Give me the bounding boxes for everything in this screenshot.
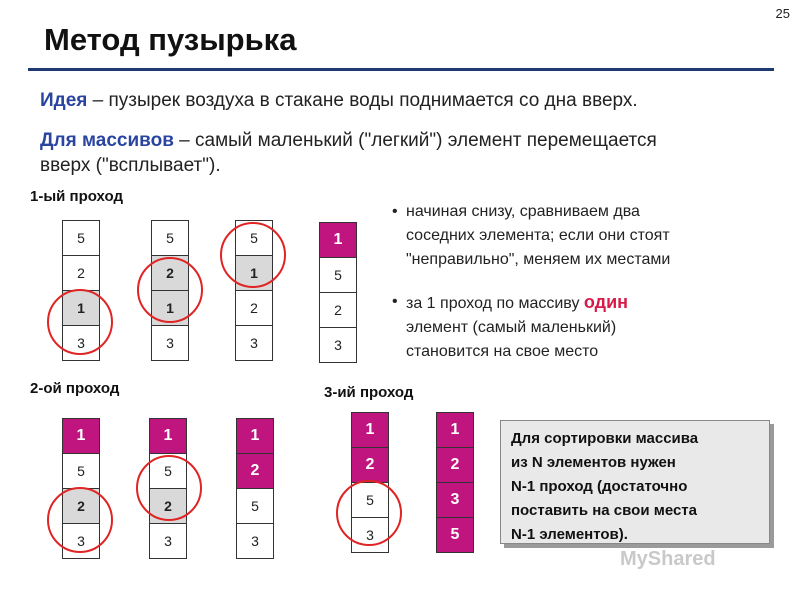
array-cell: 3 [334, 337, 342, 353]
array-cell-compared: 2 [63, 489, 99, 524]
idea-paragraph [40, 88, 638, 113]
bullet-text: становится на свое место [406, 343, 599, 360]
arrays-text-1: – самый маленький ("легкий") элемент перемещается [173, 130, 657, 151]
array-cell: 3 [77, 335, 85, 351]
array-cell: 2 [320, 293, 356, 328]
array-pass1-result [319, 222, 357, 363]
array-cell: 5 [63, 454, 99, 489]
array-cell: 3 [251, 533, 259, 549]
array-cell: 5 [63, 221, 99, 256]
array-cell: 2 [63, 256, 99, 291]
array-pass2-step2 [149, 418, 187, 559]
bullet-one-pass [392, 290, 772, 364]
arrays-paragraph [40, 128, 780, 178]
array-cell: 3 [250, 335, 258, 351]
array-cell: 5 [236, 221, 272, 256]
bullet-text: "неправильно", меняем их местами [406, 251, 671, 268]
array-cell-sorted: 1 [63, 419, 99, 454]
array-cell-sorted: 2 [437, 448, 473, 483]
array-cell: 5 [237, 489, 273, 524]
array-pass1-step3 [235, 220, 273, 361]
slide-title: Метод пузырька [44, 22, 297, 57]
array-cell-compared: 1 [236, 256, 272, 291]
bullet-dot: • [392, 203, 398, 220]
bullet-text: начиная снизу, сравниваем два [406, 203, 640, 220]
note-line: Для сортировки массива [511, 430, 699, 447]
note-line: N-1 элементов). [511, 526, 628, 543]
arrays-text-2: вверх ("всплывает"). [40, 155, 221, 176]
array-cell-compared: 2 [150, 489, 186, 524]
array-cell: 5 [150, 454, 186, 489]
array-cell: 5 [352, 483, 388, 518]
array-cell: 3 [77, 533, 85, 549]
array-cell-sorted: 3 [437, 483, 473, 518]
array-cell: 3 [164, 533, 172, 549]
bullet-accent: один [583, 292, 629, 312]
array-pass1-step1 [62, 220, 100, 361]
title-divider [28, 68, 774, 71]
bullet-text: элемент (самый маленький) [406, 319, 617, 336]
watermark-logo: MyShared [620, 548, 716, 570]
array-pass2-step1 [62, 418, 100, 559]
array-pass3-result [436, 412, 474, 553]
pass3-label: 3-ий проход [324, 384, 414, 401]
summary-note [500, 420, 770, 544]
bullet-dot: • [392, 293, 398, 310]
array-cell-sorted: 1 [437, 413, 473, 448]
page-number: 25 [775, 6, 790, 21]
array-cell-sorted: 2 [352, 448, 388, 483]
array-pass2-result [236, 418, 274, 559]
idea-lead: Идея [40, 90, 88, 111]
bullet-text: соседних элемента; если они стоят [406, 227, 670, 244]
array-cell-compared: 1 [152, 291, 188, 326]
pass1-label: 1-ый проход [30, 188, 124, 205]
array-cell: 3 [366, 527, 374, 543]
note-line: N-1 проход (достаточно [511, 478, 688, 495]
note-line: поставить на свои места [511, 502, 697, 519]
array-cell-sorted: 1 [352, 413, 388, 448]
array-cell-sorted: 5 [437, 518, 473, 552]
pass2-label: 2-ой проход [30, 380, 120, 397]
array-cell-sorted: 1 [150, 419, 186, 454]
arrays-lead: Для массивов [40, 130, 174, 151]
array-cell-sorted: 2 [237, 454, 273, 489]
note-line: из N элементов нужен [511, 454, 676, 471]
array-pass1-step2 [151, 220, 189, 361]
bullet-text: за 1 проход по массиву [406, 295, 584, 312]
idea-text: – пузырек воздуха в стакане воды поднимается со дна вверх. [87, 90, 638, 111]
array-cell: 5 [152, 221, 188, 256]
array-cell-sorted: 1 [237, 419, 273, 454]
array-cell-compared: 1 [63, 291, 99, 326]
array-cell-sorted: 1 [320, 223, 356, 258]
array-cell: 3 [166, 335, 174, 351]
array-pass3-step1 [351, 412, 389, 553]
array-cell-compared: 2 [152, 256, 188, 291]
bullet-compare [392, 200, 772, 272]
array-cell: 2 [236, 291, 272, 326]
array-cell: 5 [320, 258, 356, 293]
